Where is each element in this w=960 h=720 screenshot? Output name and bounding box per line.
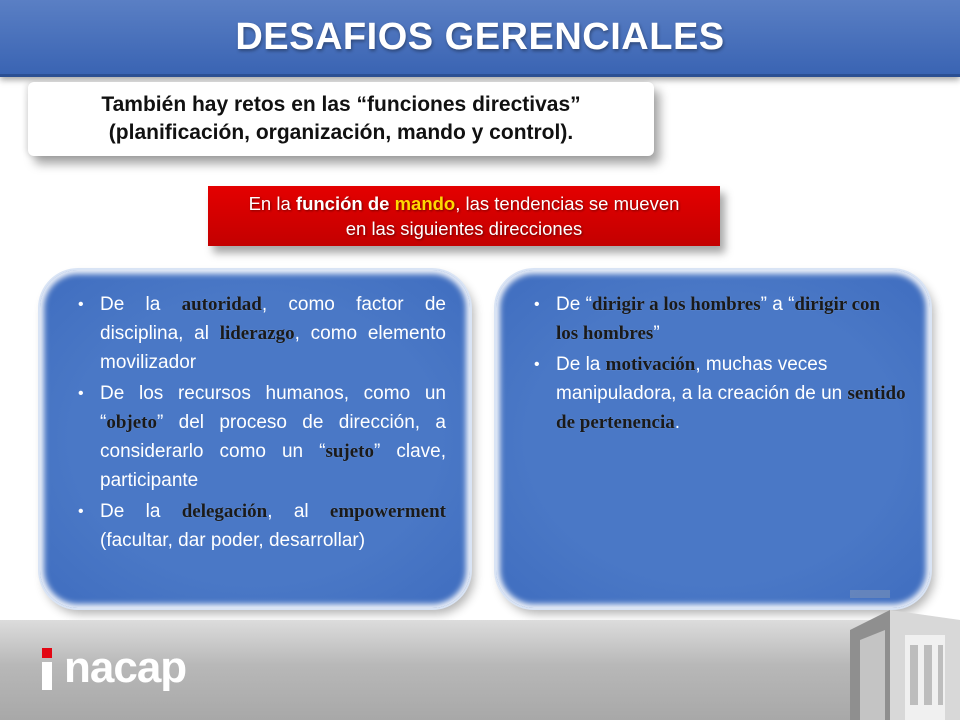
text: De la <box>556 354 606 375</box>
text: ” <box>653 323 660 344</box>
notice-box <box>28 82 654 156</box>
text: , como elemento movilizador <box>100 323 446 373</box>
text: ” del proceso de dirección, a considerarlo como un “ <box>100 412 446 462</box>
emphasis: objeto <box>106 412 157 433</box>
title-bar <box>0 0 960 77</box>
right-list <box>496 270 930 437</box>
text: (facultar, dar poder, desarrollar) <box>100 530 366 551</box>
notice-line-2: (planificación, organización, mando y control). <box>108 121 574 144</box>
text: , como factor de disciplina, al <box>100 294 446 344</box>
banner-strong: función de <box>295 193 395 214</box>
logo-text: nacap <box>64 643 187 692</box>
bullet-icon: • <box>534 356 540 373</box>
text: , muchas veces manipuladora, a la creación de un <box>556 354 848 404</box>
banner-line-2: en las siguientes direcciones <box>345 218 583 239</box>
banner-pre: En la <box>248 193 296 214</box>
emphasis: dirigir a los hombres <box>591 294 761 315</box>
banner-highlight: mando <box>394 193 456 214</box>
emphasis: sentido de pertenencia <box>556 383 906 433</box>
bullet-icon: • <box>78 385 84 402</box>
left-list <box>40 270 470 555</box>
list-item <box>66 379 446 495</box>
text: ” a “ <box>760 294 795 315</box>
bullet-icon: • <box>78 296 84 313</box>
list-item <box>66 497 446 555</box>
banner-line-1 <box>208 191 720 216</box>
right-panel <box>496 270 930 608</box>
bullet-icon: • <box>78 503 84 520</box>
list-item <box>522 290 906 348</box>
text: De la <box>100 501 182 522</box>
bullet-icon: • <box>534 296 540 313</box>
slide-title: DESAFIOS GERENCIALES <box>235 15 725 58</box>
emphasis: motivación <box>605 354 696 375</box>
emphasis: sujeto <box>325 441 375 462</box>
function-banner <box>208 186 720 246</box>
list-item <box>66 290 446 377</box>
text: ” clave, participante <box>100 441 446 491</box>
list-item <box>522 350 906 437</box>
building-icon <box>850 590 960 720</box>
emphasis: liderazgo <box>219 323 295 344</box>
emphasis: empowerment <box>329 501 446 522</box>
banner-post: , las tendencias se mueven <box>455 193 680 214</box>
text: De la <box>100 294 182 315</box>
left-panel <box>40 270 470 608</box>
text: . <box>674 412 681 433</box>
inacap-logo <box>42 643 187 692</box>
text: , al <box>267 501 330 522</box>
emphasis: autoridad <box>181 294 262 315</box>
text: De “ <box>556 294 592 315</box>
logo-mark-icon <box>42 648 60 690</box>
emphasis: dirigir con los hombres <box>556 294 881 344</box>
text: De los recursos humanos, como un “ <box>100 383 446 433</box>
notice-line-1: También hay retos en las “funciones directivas” <box>101 93 581 116</box>
emphasis: delegación <box>181 501 268 522</box>
